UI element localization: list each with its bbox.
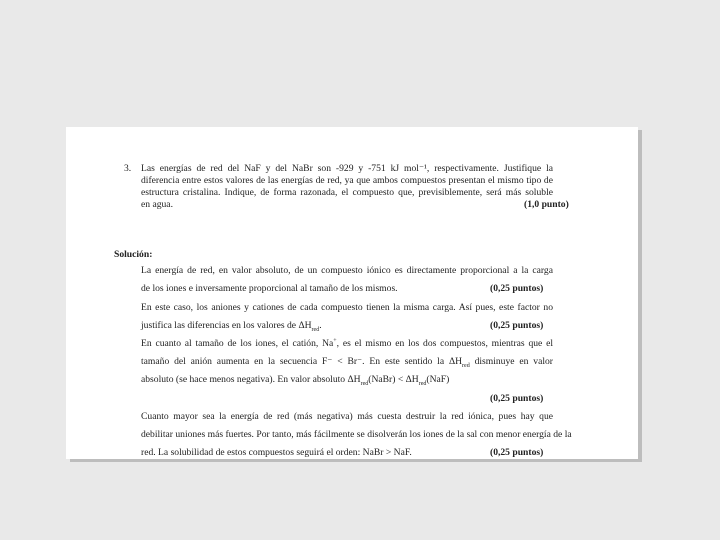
question-points: (1,0 punto) [524,199,569,210]
points-label: (0,25 puntos) [490,447,544,458]
solution-heading: Solución: [114,249,153,260]
question-line: diferencia entre estos valores de las energías de red, ya que ambos compuestos presentan el mismo tipo de [141,175,553,186]
solution-line: absoluto (se hace menos negativa). En valor absoluto $\Delta H_{red}(NaBr) < \Delta H_{red}(NaF)$ [141,374,450,387]
points-label: (0,25 puntos) [490,283,544,294]
solution-line: La energía de red, en valor absoluto, de un compuesto iónico es directamente proporcional a la carga [141,265,553,276]
solution-line: tamaño del anión aumenta en la secuencia F⁻ < Br⁻. En este sentido la $\Delta H_{red}$ disminuye en valor [141,356,553,369]
question-number: 3. [124,163,132,174]
solution-line: debilitar uniones más fuertes. Por tanto, más fácilmente se disolverán los iones de la sal con menor energía de la [141,429,572,440]
solution-line: En este caso, los aniones y cationes de cada compuesto tienen la misma carga. Así pues, este factor no [141,302,553,313]
solution-line: red. La solubilidad de estos compuestos seguirá el orden: NaBr > NaF. [141,447,412,458]
question-line: Las energías de red del NaF y del NaBr son -929 y -751 kJ mol⁻¹, respectivamente. Justifique la [141,163,553,174]
question-line: en agua. [141,199,173,210]
solution-line: de los iones e inversamente proporcional al tamaño de los mismos. [141,283,398,294]
solution-line: En cuanto al tamaño de los iones, el catión, Na+, es el mismo en los dos compuestos, mientras que el [141,337,553,349]
document-page [66,127,638,459]
points-label: (0,25 puntos) [490,320,544,331]
solution-line: Cuanto mayor sea la energía de red (más negativa) más cuesta destruir la red iónica, pues hay que [141,411,553,422]
question-line: estructura cristalina. Indique, de forma razonada, el compuesto que, previsiblemente, será más soluble [141,187,553,198]
solution-line: justifica las diferencias en los valores de $\Delta H_{red}$. [141,320,322,333]
points-label: (0,25 puntos) [490,393,544,404]
